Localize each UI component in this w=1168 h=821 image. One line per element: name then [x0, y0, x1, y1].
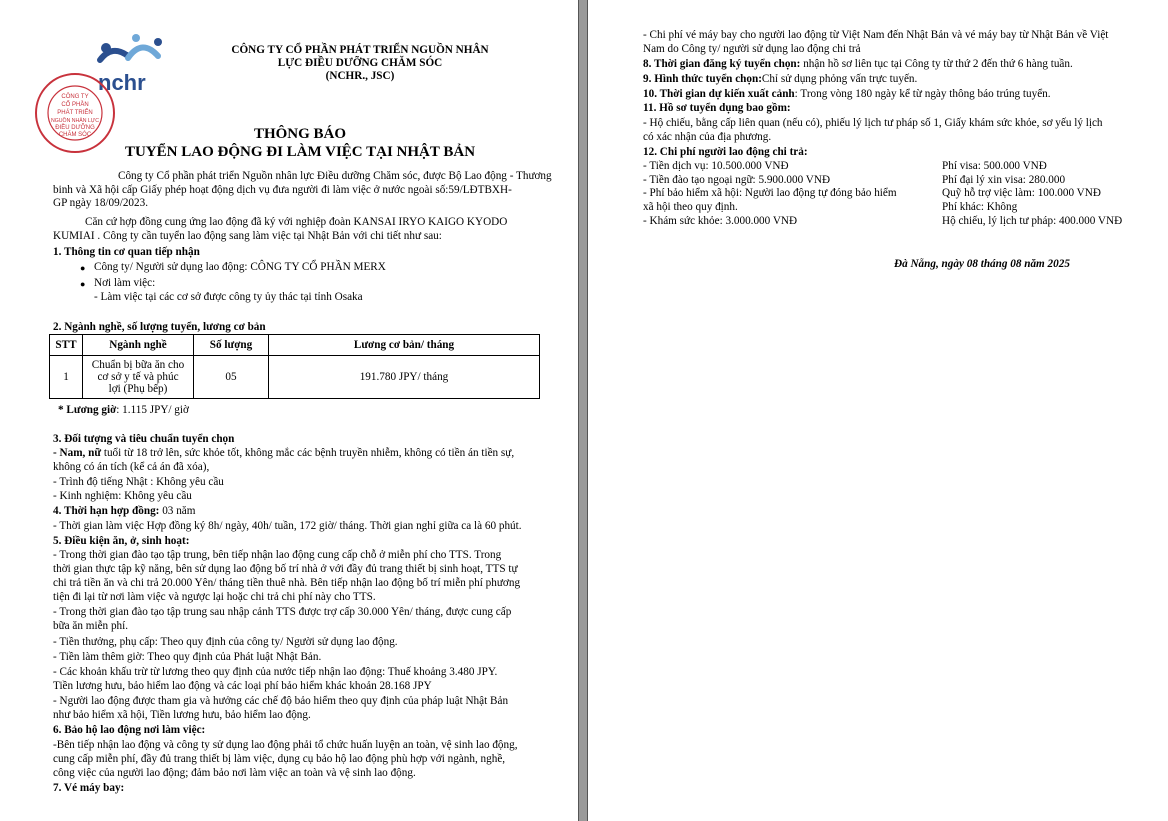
th-stt: STT — [50, 335, 83, 356]
s1-workplace-value: - Làm việc tại các cơ sở được công ty ủy thác tại tỉnh Osaka — [94, 291, 363, 303]
th-salary: Lương cơ bản/ tháng — [269, 335, 540, 356]
cell-job-line-3: lợi (Phụ bếp) — [108, 383, 168, 395]
s5-p1-line-1: - Trong thời gian đào tạo tập trung, bên tiếp nhận lao động cung cấp chỗ ở miễn phí cho TTS. Trong — [53, 549, 502, 561]
cell-job-line-1: Chuẩn bị bữa ăn cho — [91, 359, 185, 371]
table-header-row — [50, 335, 540, 356]
s5-p1-line-2: thời gian thực tập kỹ năng, bên sử dụng lao động bố trí nhà ở với đầy đủ trang thiết bị sinh hoạt, TTS tự — [53, 563, 518, 575]
s1-employer: Công ty/ Người sử dụng lao động: CÔNG TY CỔ PHẦN MERX — [94, 261, 386, 273]
cost-left-5: - Khám sức khỏe: 3.000.000 VNĐ — [643, 215, 798, 227]
s5-p2-line-2: bữa ăn miễn phí. — [53, 620, 129, 632]
logo-text: nchr — [98, 70, 146, 95]
stamp-text-6: CHĂM SÓC — [58, 132, 92, 138]
cost-left-1: - Tiền dịch vụ: 10.500.000 VNĐ — [643, 160, 789, 172]
th-qty: Số lượng — [194, 335, 269, 356]
cell-salary: 191.780 JPY/ tháng — [269, 356, 540, 399]
section-3-heading: 3. Đối tượng và tiêu chuẩn tuyển chọn — [53, 433, 235, 445]
s3-line-4: - Kinh nghiệm: Không yêu cầu — [53, 490, 192, 502]
stamp-text-2: CỔ PHẦN — [61, 102, 89, 108]
s5-line-3: - Tiền thưởng, phụ cấp: Theo quy định của công ty/ Người sử dụng lao động. — [53, 636, 398, 648]
hourly-value: : 1.115 JPY/ giờ — [116, 404, 189, 416]
company-line-3: (NCHR., JSC) — [325, 70, 395, 82]
section-4-heading — [53, 505, 195, 518]
title-line-2: TUYỂN LAO ĐỘNG ĐI LÀM VIỆC TẠI NHẬT BẢN — [124, 144, 476, 160]
intro-p1-line-2: binh và Xã hội cấp Giấy phép hoạt động dịch vụ đưa người đi làm việc ở nước ngoài số:59/LĐTBXH- — [53, 184, 512, 196]
stamp-text-4: NGUỒN NHÂN LỰC — [51, 118, 99, 124]
bullet-dot-icon: ● — [80, 279, 86, 289]
bullet-dot-icon: ● — [80, 263, 86, 273]
s5-p5-line-2: Tiền lương hưu, bảo hiểm lao động và các loại phí bảo hiểm khác khoản 28.168 JPY — [53, 680, 432, 692]
cell-qty: 05 — [194, 356, 269, 399]
s9-heading: 9. Hình thức tuyển chọn: — [643, 73, 762, 85]
hourly-wage — [58, 404, 189, 417]
s3-line-1-rest: tuổi từ 18 trở lên, sức khỏe tốt, không mắc các bệnh truyền nhiễm, không có tiền án tiền sự, — [101, 447, 515, 459]
section-9 — [643, 73, 917, 86]
s11-line-1: - Hộ chiếu, bằng cấp liên quan (nếu có), phiếu lý lịch tư pháp số 1, Giấy khám sức khỏe, sơ yếu lý lịch — [643, 117, 1103, 129]
s6-line-1: -Bên tiếp nhận lao động và công ty sử dụng lao động phải tổ chức huấn luyện an toàn, vệ sinh lao động, — [53, 739, 518, 751]
document-title — [100, 125, 500, 161]
job-table — [49, 334, 540, 399]
stamp-text-5: ĐIỀU DƯỠNG — [55, 125, 95, 131]
s10-rest: : Trong vòng 180 ngày kể từ ngày thông báo trúng tuyển. — [794, 88, 1051, 100]
s3-line-2: không có án tích (kể cả án đã xóa), — [53, 461, 210, 473]
section-1-heading: 1. Thông tin cơ quan tiếp nhận — [53, 246, 200, 258]
s4-line-1: - Thời gian làm việc Hợp đồng ký 8h/ ngày, 40h/ tuần, 172 giờ/ tháng. Thời gian nghỉ giữa ca là 60 phút. — [53, 520, 522, 532]
intro-p2-line-2: KUMIAI . Công ty cần tuyển lao động sang làm việc tại Nhật Bản với chi tiết như sau: — [53, 230, 442, 242]
s4-heading-rest: 03 năm — [159, 505, 196, 517]
s3-line-1 — [53, 447, 514, 460]
cost-right-4: Phí khác: Không — [942, 201, 1018, 213]
section-7-heading: 7. Vé máy bay: — [53, 782, 125, 794]
s4-heading-bold: 4. Thời hạn hợp đồng: — [53, 505, 160, 517]
section-8 — [643, 58, 1073, 71]
stamp-text-1: CÔNG TY — [61, 94, 89, 100]
s9-rest: Chỉ sử dụng phỏng vấn trực tuyến. — [761, 73, 918, 85]
section-12-heading: 12. Chi phí người lao động chi trả: — [643, 146, 808, 158]
title-line-1: THÔNG BÁO — [253, 126, 347, 142]
section-6-heading: 6. Bảo hộ lao động nơi làm việc: — [53, 724, 206, 736]
company-line-1: CÔNG TY CỔ PHẦN PHÁT TRIỂN NGUỒN NHÂN — [231, 44, 489, 56]
section-10 — [643, 88, 1051, 101]
s11-line-2: có xác nhận của địa phương. — [643, 131, 772, 143]
section-5-heading: 5. Điều kiện ăn, ở, sinh hoạt: — [53, 535, 190, 547]
document-page-left — [0, 0, 578, 821]
s5-p1-line-4: tiện đi lại từ nơi làm việc và ngược lại hoặc chi trả chi phí này cho TTS. — [53, 591, 376, 603]
cell-job — [83, 356, 194, 399]
s3-gender: - Nam, nữ — [53, 447, 102, 459]
company-name — [210, 44, 510, 83]
page-divider — [578, 0, 588, 821]
s6-line-2: cung cấp miễn phí, đầy đủ trang thiết bị làm việc, dụng cụ bảo hộ lao động phù hợp với ngành, nghề, — [53, 753, 506, 765]
s10-heading: 10. Thời gian dự kiến xuất cảnh — [643, 88, 795, 100]
s5-p2-line-1: - Trong thời gian đào tạo tập trung sau nhập cảnh TTS được trợ cấp 30.000 Yên/ tháng, được cung cấp — [53, 606, 512, 618]
s5-p5-line-1: - Các khoản khấu trừ từ lương theo quy định của nước tiếp nhận lao động: Thuế khoảng 3.480 JPY. — [53, 666, 498, 678]
cost-left-3: - Phí bảo hiểm xã hội: Người lao động tự đóng bảo hiểm — [643, 187, 897, 199]
date-line: Đà Nẵng, ngày 08 tháng 08 năm 2025 — [894, 258, 1070, 270]
cost-right-1: Phí visa: 500.000 VNĐ — [942, 160, 1047, 172]
s7-line-2: Nam do Công ty/ người sử dụng lao động chi trả — [643, 43, 861, 55]
s1-workplace-label: Nơi làm việc: — [94, 277, 156, 289]
cost-right-3: Quỹ hỗ trợ việc làm: 100.000 VNĐ — [942, 187, 1101, 199]
s8-rest: nhận hồ sơ liên tục tại Công ty từ thứ 2 đến thứ 6 hàng tuần. — [800, 58, 1073, 70]
s5-p1-line-3: chi trả tiền ăn và chi trả 20.000 Yên/ tháng tiền thuê nhà. Bên tiếp nhận lao động bố trí miễn phí phương — [53, 577, 521, 589]
document-page-right — [588, 0, 1168, 821]
s5-line-4: - Tiền làm thêm giờ: Theo quy định của Phát luật Nhật Bản. — [53, 651, 322, 663]
intro-p1-line-1: Công ty Cổ phần phát triển Nguồn nhân lực Điều dưỡng Chăm sóc, được Bộ Lao động - Thương — [118, 170, 552, 182]
cost-left-2: - Tiền đào tạo ngoại ngữ: 5.900.000 VNĐ — [643, 174, 831, 186]
s8-heading: 8. Thời gian đăng ký tuyển chọn: — [643, 58, 801, 70]
th-job: Ngành nghề — [83, 335, 194, 356]
intro-p2-line-1: Căn cứ hợp đồng cung ứng lao động đã ký với nghiệp đoàn KANSAI IRYO KAIGO KYODO — [85, 216, 508, 228]
cost-right-5: Hộ chiếu, lý lịch tư pháp: 400.000 VNĐ — [942, 215, 1123, 227]
cell-stt: 1 — [50, 356, 83, 399]
section-11-heading: 11. Hồ sơ tuyển dụng bao gồm: — [643, 102, 791, 114]
cost-left-4: xã hội theo quy định. — [643, 201, 738, 213]
s3-line-3: - Trình độ tiếng Nhật : Không yêu cầu — [53, 476, 224, 488]
s6-line-3: công việc của người lao động; đảm bảo nơi làm việc an toàn và vệ sinh lao động. — [53, 767, 416, 779]
intro-p1-line-3: GP ngày 18/09/2023. — [53, 197, 148, 209]
table-row — [50, 356, 540, 399]
hourly-label: * Lương giờ — [58, 404, 117, 416]
s7-line-1: - Chi phí vé máy bay cho người lao động từ Việt Nam đến Nhật Bản và vé máy bay từ Nhật Bản về Việt — [643, 29, 1109, 41]
company-line-2: LỰC ĐIỀU DƯỠNG CHĂM SÓC — [277, 57, 443, 69]
s5-p6-line-1: - Người lao động được tham gia và hưởng các chế độ bảo hiểm theo quy định của pháp luật Nhật Bản — [53, 695, 509, 707]
stamp-text-3: PHÁT TRIỂN — [57, 110, 93, 116]
section-2-heading: 2. Ngành nghề, số lượng tuyển, lương cơ bản — [53, 321, 266, 333]
cell-job-line-2: cơ sở y tế và phúc — [97, 371, 179, 383]
s5-p6-line-2: như bảo hiểm xã hội, Tiền lương hưu, bảo hiểm lao động. — [53, 709, 311, 721]
cost-right-2: Phí đại lý xin visa: 280.000 — [942, 174, 1066, 186]
